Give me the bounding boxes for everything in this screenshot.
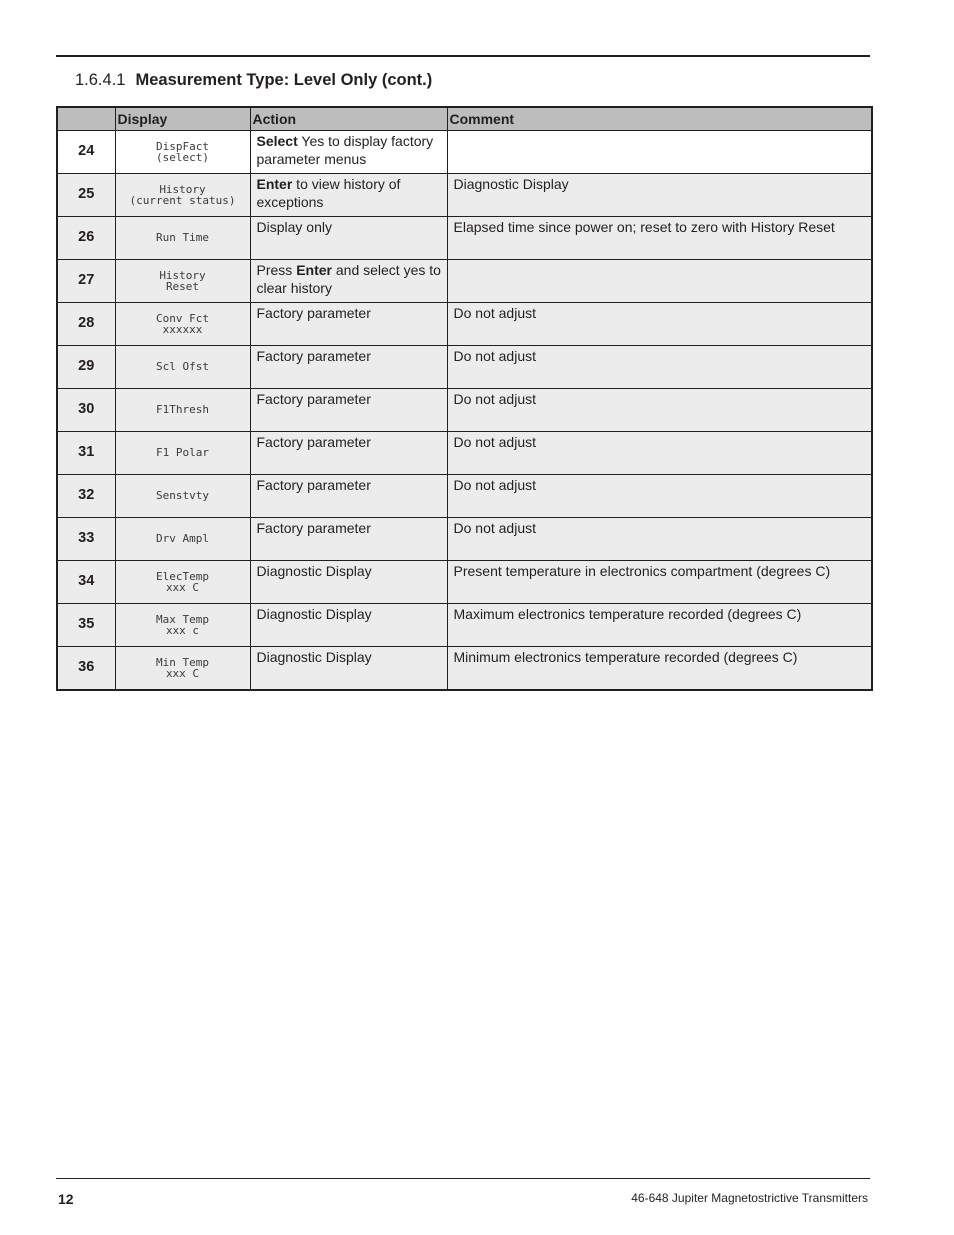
row-number: 31 [57, 432, 115, 475]
action-cell [250, 647, 447, 691]
action-text: Display only [256, 219, 332, 235]
display-line-1: History [159, 182, 206, 196]
page-number: 12 [58, 1191, 74, 1207]
display-code [115, 604, 250, 647]
header-number [57, 107, 115, 131]
comment-cell: Maximum electronics temperature recorded (degrees C) [447, 604, 872, 647]
display-line-1: History [159, 268, 206, 282]
action-cell [250, 346, 447, 389]
display-line-1: Run Time [156, 231, 209, 245]
display-code [115, 346, 250, 389]
display-code [115, 303, 250, 346]
action-prefix: Press [256, 262, 297, 278]
action-cell [250, 518, 447, 561]
table-row [57, 174, 872, 217]
action-cell [250, 561, 447, 604]
display-line-1: ElecTemp [156, 569, 209, 583]
table-row [57, 303, 872, 346]
table-row [57, 217, 872, 260]
action-cell [250, 217, 447, 260]
table-row [57, 518, 872, 561]
display-line-1: F1Thresh [156, 403, 209, 417]
comment-cell: Present temperature in electronics compartment (degrees C) [447, 561, 872, 604]
display-code [115, 518, 250, 561]
document-title: 46-648 Jupiter Magnetostrictive Transmitters [631, 1191, 868, 1205]
display-line-1: F1 Polar [156, 446, 209, 460]
display-code [115, 174, 250, 217]
header-comment: Comment [447, 107, 872, 131]
table-row [57, 475, 872, 518]
row-number: 34 [57, 561, 115, 604]
action-keyword: Select [256, 133, 298, 149]
display-line-2: xxx C [165, 581, 200, 594]
action-cell [250, 174, 447, 217]
action-cell [250, 131, 447, 174]
display-line-1: DispFact [156, 139, 209, 153]
comment-cell: Do not adjust [447, 303, 872, 346]
table-row [57, 647, 872, 691]
table-header-row [57, 107, 872, 131]
table-row [57, 561, 872, 604]
row-number: 30 [57, 389, 115, 432]
row-number: 35 [57, 604, 115, 647]
table-row [57, 346, 872, 389]
row-number: 27 [57, 260, 115, 303]
top-rule [56, 55, 870, 57]
display-code [115, 260, 250, 303]
display-line-2: Reset [165, 280, 200, 293]
action-text: Diagnostic Display [256, 563, 372, 579]
action-cell [250, 604, 447, 647]
action-text: Factory parameter [256, 305, 371, 321]
comment-cell: Elapsed time since power on; reset to zero with History Reset [447, 217, 872, 260]
action-text: Factory parameter [256, 391, 371, 407]
comment-cell: Do not adjust [447, 432, 872, 475]
display-line-2: xxxxxx [162, 323, 203, 336]
display-code [115, 475, 250, 518]
bottom-rule [56, 1178, 870, 1179]
table-row [57, 260, 872, 303]
action-text: Factory parameter [256, 477, 371, 493]
display-line-1: Max Temp [156, 612, 209, 626]
display-line-1: Drv Ampl [156, 532, 209, 546]
comment-cell [447, 260, 872, 303]
display-line-2: xxx c [165, 624, 200, 637]
table-row [57, 131, 872, 174]
display-line-1: Scl Ofst [156, 360, 209, 374]
action-text: Diagnostic Display [256, 606, 372, 622]
row-number: 33 [57, 518, 115, 561]
display-line-1: Conv Fct [156, 311, 209, 325]
action-text: Diagnostic Display [256, 649, 372, 665]
display-line-1: Min Temp [156, 655, 209, 669]
action-text: Factory parameter [256, 348, 371, 364]
row-number: 28 [57, 303, 115, 346]
section-heading [75, 71, 432, 90]
comment-cell: Diagnostic Display [447, 174, 872, 217]
row-number: 32 [57, 475, 115, 518]
section-title: Measurement Type: Level Only (cont.) [135, 71, 433, 89]
table-row [57, 432, 872, 475]
row-number: 24 [57, 131, 115, 174]
action-keyword: Enter [296, 262, 332, 278]
action-cell [250, 475, 447, 518]
parameter-table [56, 106, 873, 691]
display-code [115, 217, 250, 260]
comment-cell [447, 131, 872, 174]
display-code [115, 131, 250, 174]
display-line-2: (current status) [129, 194, 236, 207]
header-action: Action [250, 107, 447, 131]
action-text: and select yes to clear history [256, 262, 441, 296]
row-number: 29 [57, 346, 115, 389]
comment-cell: Do not adjust [447, 475, 872, 518]
comment-cell: Do not adjust [447, 346, 872, 389]
action-text: Factory parameter [256, 520, 371, 536]
display-code [115, 561, 250, 604]
action-text: to view history of exceptions [256, 176, 401, 210]
display-code [115, 432, 250, 475]
action-cell [250, 389, 447, 432]
action-text: Yes to display factory parameter menus [256, 133, 434, 167]
action-cell [250, 432, 447, 475]
action-text: Factory parameter [256, 434, 371, 450]
row-number: 26 [57, 217, 115, 260]
display-code [115, 389, 250, 432]
display-line-1: Senstvty [156, 489, 209, 503]
comment-cell: Minimum electronics temperature recorded (degrees C) [447, 647, 872, 691]
table-row [57, 389, 872, 432]
display-code [115, 647, 250, 691]
comment-cell: Do not adjust [447, 518, 872, 561]
comment-cell: Do not adjust [447, 389, 872, 432]
display-line-2: (select) [156, 151, 209, 164]
row-number: 36 [57, 647, 115, 691]
table-row [57, 604, 872, 647]
action-cell [250, 303, 447, 346]
action-keyword: Enter [256, 176, 293, 192]
section-number: 1.6.4.1 [75, 71, 126, 89]
display-line-2: xxx C [165, 667, 200, 680]
header-display: Display [115, 107, 250, 131]
row-number: 25 [57, 174, 115, 217]
action-cell [250, 260, 447, 303]
